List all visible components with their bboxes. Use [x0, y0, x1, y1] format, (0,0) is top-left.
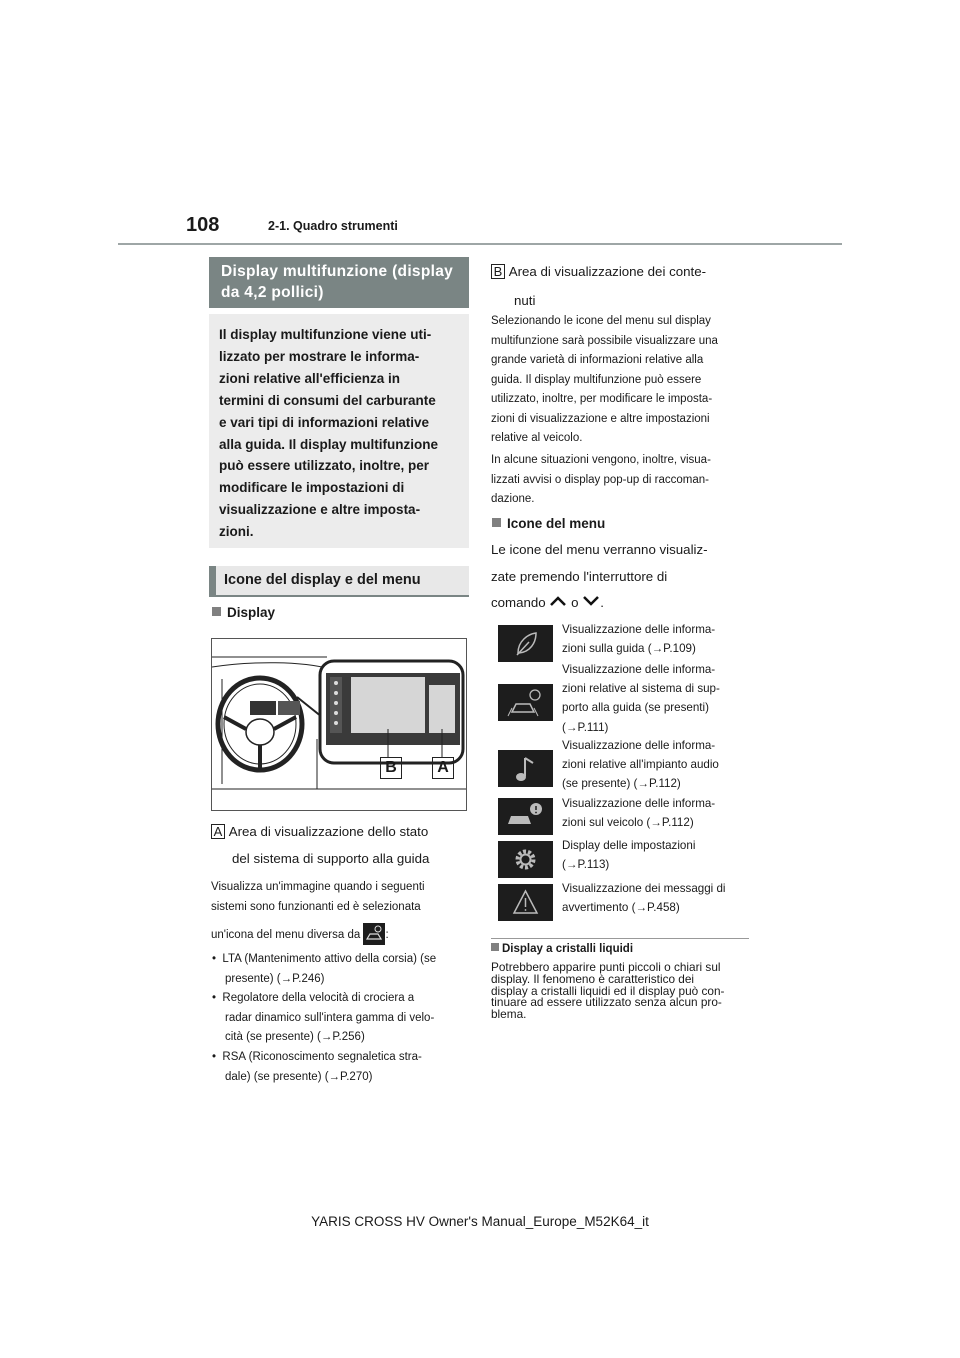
- intro-line: termini di consumi del carburante: [219, 392, 436, 408]
- area-b-description-2: In alcune situazioni vengono, inoltre, visua- lizzati avvisi o display pop-up di raccoman- dazione.: [491, 454, 711, 505]
- driving-assist-icon: [363, 923, 385, 945]
- intro-line: lizzato per mostrare le informa-: [219, 348, 420, 364]
- area-a-title: A Area di visualizzazione dello stato del sistema di supporto alla guida: [211, 818, 471, 872]
- intro-line: Il display multifunzione viene uti-: [219, 327, 432, 342]
- area-b-description: Selezionando le icone del menu sul display multifunzione sarà possibile visualizzare una grande varietà di informazioni relative alla guida. Il display multifunzione può essere utilizzato, inoltre, per modificare le imposta- zioni di visualizzazione e altre impostazioni relative al veicolo.: [491, 315, 718, 444]
- intro-line: può essere utilizzato, inoltre, per: [219, 458, 430, 474]
- intro-line: zioni relative all'efficienza in: [219, 370, 401, 386]
- area-a-title-line2: del sistema di supporto alla guida: [232, 851, 430, 866]
- figure-label-a: A: [432, 757, 454, 779]
- square-bullet-icon: [491, 943, 499, 951]
- page-number: 108: [186, 214, 220, 236]
- list-item: • RSA (Riconoscimento segnaletica stra- dale) (se presente) (→P.270): [212, 1050, 422, 1083]
- list-item: • Regolatore della velocità di crociera a radar dinamico sull'intera gamma di velo- cità (se presente) (→P.256): [212, 992, 435, 1044]
- music-note-icon: [498, 750, 553, 787]
- main-heading: Display multifunzione (display da 4,2 pollici): [209, 257, 469, 308]
- intro-line: e vari tipi di informazioni relative: [219, 414, 430, 430]
- label-b: B: [491, 264, 505, 279]
- lcd-heading: Display a cristalli liquidi: [491, 943, 633, 955]
- gear-icon: [498, 841, 553, 878]
- desc-line: sistemi sono funzionanti ed è selezionata: [211, 901, 421, 913]
- dashboard-figure: [211, 638, 467, 811]
- area-a-description: [211, 877, 471, 945]
- intro-line: modificare le impostazioni di: [219, 480, 405, 496]
- desc-line-icon: un'icona del menu diversa da :: [211, 923, 471, 945]
- footer: YARIS CROSS HV Owner's Manual_Europe_M52K64_it: [311, 1214, 649, 1229]
- bullet-list: [212, 950, 472, 1087]
- leaf-icon: [498, 625, 553, 662]
- desc-line: Visualizza un'immagine quando i seguenti: [211, 881, 425, 893]
- chevron-down-icon: [582, 595, 600, 607]
- dashboard-illustration: [212, 639, 466, 810]
- warning-icon: [498, 884, 553, 921]
- intro-line: visualizzazione e altre imposta-: [219, 502, 421, 518]
- sub-heading: Icone del display e del menu: [209, 566, 469, 597]
- intro-line: alla guida. Il display multifunzione: [219, 436, 439, 452]
- vehicle-info-icon: [498, 798, 553, 835]
- header-rule: [118, 243, 842, 245]
- square-bullet-icon: [212, 607, 221, 616]
- intro-line: zioni.: [219, 524, 254, 540]
- label-a: A: [211, 824, 225, 839]
- note-divider: [491, 938, 749, 939]
- square-bullet-icon: [492, 518, 501, 527]
- chevron-up-icon: [549, 595, 567, 607]
- figure-label-b: B: [380, 757, 402, 779]
- driving-assist-icon: [498, 684, 553, 721]
- area-b-title: B Area di visualizzazione dei conte- nuti: [491, 258, 761, 314]
- intro-box: [209, 314, 469, 548]
- list-item: • LTA (Mantenimento attivo della corsia) (se presente) (→P.246): [212, 953, 437, 985]
- lcd-text: Potrebbero apparire punti piccoli o chiari sul display. Il fenomeno è caratteristico dei display a cristalli liquidi ed il display può con- tinuare ad essere utilizzato senza alcun pro- blema.: [491, 960, 725, 1022]
- section-title: 2-1. Quadro strumenti: [268, 219, 398, 233]
- area-b-title-line2: nuti: [514, 293, 536, 308]
- menu-intro: Le icone del menu verranno visualiz- zate premendo l'interruttore di comando o .: [491, 542, 708, 610]
- display-heading: Display: [212, 605, 275, 620]
- menu-heading: Icone del menu: [492, 516, 605, 531]
